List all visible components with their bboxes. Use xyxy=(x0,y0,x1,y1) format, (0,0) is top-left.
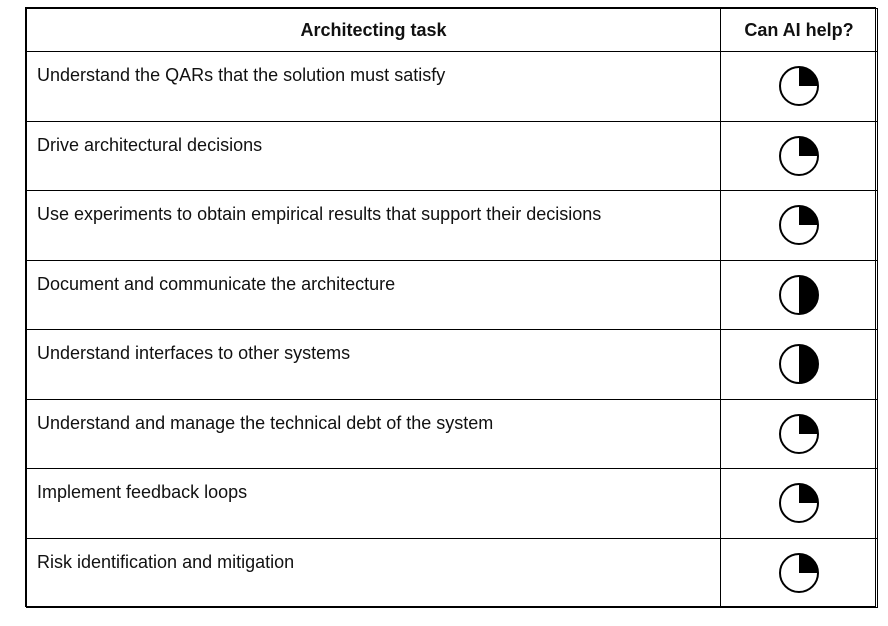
table-row xyxy=(27,538,878,608)
table-body xyxy=(27,52,878,608)
help-level-cell xyxy=(721,260,878,330)
task-cell: Risk identification and mitigation xyxy=(27,538,721,608)
quarter-filled-circle-icon xyxy=(778,413,820,455)
task-cell: Understand and manage the technical debt of the system xyxy=(27,399,721,469)
half-filled-circle-icon xyxy=(778,343,820,385)
header-architecting-task: Architecting task xyxy=(27,9,721,52)
table-row xyxy=(27,191,878,261)
task-cell: Understand the QARs that the solution must satisfy xyxy=(27,52,721,122)
help-level-cell xyxy=(721,330,878,400)
task-cell: Drive architectural decisions xyxy=(27,121,721,191)
table-row xyxy=(27,399,878,469)
help-level-cell xyxy=(721,469,878,539)
quarter-filled-circle-icon xyxy=(778,204,820,246)
help-level-cell xyxy=(721,399,878,469)
assessment-table-container xyxy=(25,7,876,607)
task-cell: Implement feedback loops xyxy=(27,469,721,539)
table-row xyxy=(27,121,878,191)
quarter-filled-circle-icon xyxy=(778,552,820,594)
quarter-filled-circle-icon xyxy=(778,65,820,107)
task-cell: Use experiments to obtain empirical results that support their decisions xyxy=(27,191,721,261)
quarter-filled-circle-icon xyxy=(778,135,820,177)
table-row xyxy=(27,469,878,539)
quarter-filled-circle-icon xyxy=(778,482,820,524)
table-header-row xyxy=(27,9,878,52)
help-level-cell xyxy=(721,538,878,608)
half-filled-circle-icon xyxy=(778,274,820,316)
table-row xyxy=(27,330,878,400)
header-can-ai-help: Can AI help? xyxy=(721,9,878,52)
help-level-cell xyxy=(721,52,878,122)
task-cell: Document and communicate the architecture xyxy=(27,260,721,330)
help-level-cell xyxy=(721,191,878,261)
table-row xyxy=(27,52,878,122)
task-cell: Understand interfaces to other systems xyxy=(27,330,721,400)
architecting-tasks-table xyxy=(26,8,878,608)
table-row xyxy=(27,260,878,330)
help-level-cell xyxy=(721,121,878,191)
